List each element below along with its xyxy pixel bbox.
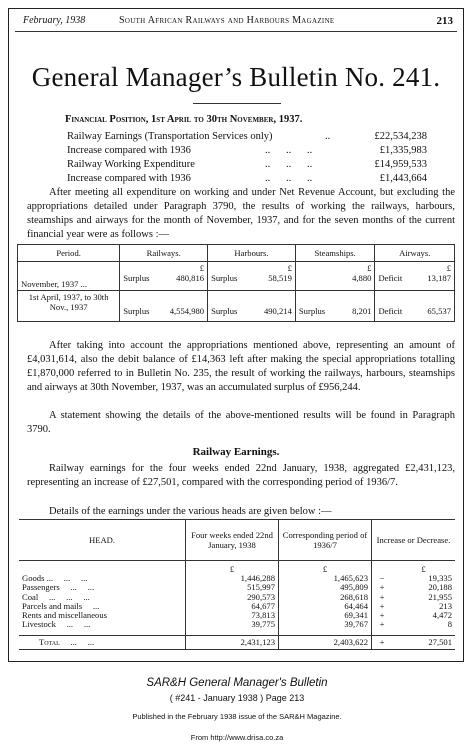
period-cell: 1st April, 1937, to 30th Nov., 1937: [18, 291, 120, 322]
total-row: Total ... ... 2,431,123 2,403,622 + 27,501: [19, 636, 455, 650]
col-steamships: Steamships.: [295, 245, 375, 262]
col-corresponding: Corresponding period of 1936/7: [279, 520, 372, 561]
col-railways: Railways.: [120, 245, 208, 262]
col-four-weeks: Four weeks ended 22nd January, 1938: [186, 520, 279, 561]
page-frame: [8, 8, 464, 662]
col-period: Period.: [18, 245, 120, 262]
caption-published: Published in the February 1938 issue of the SAR&H Magazine.: [132, 712, 342, 721]
header-rule: [15, 31, 457, 32]
financial-row: Increase compared with 1936 .. .. .. £1,335,983: [67, 145, 427, 156]
magazine-name: South African Railways and Harbours Magazine: [119, 15, 335, 26]
table-row: Parcels and mails ... 64,677 64,464 + 213: [22, 600, 452, 611]
financial-summary: [67, 130, 427, 186]
caption-title: SAR&H General Manager's Bulletin: [146, 677, 328, 689]
page-number: 213: [436, 15, 453, 27]
results-table: [17, 244, 455, 322]
table-row: Livestock ... ... 39,775 39,767 + 8: [19, 620, 455, 636]
caption-source-link[interactable]: From http://www.drisa.co.za: [190, 733, 284, 742]
table-row: November, 1937 ... £ Surplus 480,816 £ Surplus 58,519 £ 4,880 £ Deficit 13,187: [18, 262, 455, 291]
section-heading: Railway Earnings.: [192, 446, 280, 458]
caption-subtitle: ( #241 - January 1938 ) Page 213: [169, 693, 305, 703]
paragraph-results-intro: After meeting all expenditure on working and under Net Revenue Account, but excluding the appropriations detailed under Paragraph 3790, the results of working the railways, harbours, steamships and airways for the month of November, 1937, and for the seven months of the current financial year were as follows :—: [27, 187, 455, 240]
table-row: Goods ... ... ... 1,446,288 1,465,623 − 19,335: [22, 573, 452, 584]
title-rule: [193, 103, 281, 104]
paragraph-statement: A statement showing the details of the above-mentioned results will be found in Paragraph 3790.: [27, 410, 455, 435]
running-header: [23, 15, 453, 31]
bulletin-title: General Manager’s Bulletin No. 241.: [31, 62, 441, 92]
financial-row: Railway Working Expenditure .. .. .. £14,959,533: [67, 159, 427, 170]
issue-date: February, 1938: [23, 15, 86, 26]
paragraph-appropriations: After taking into account the appropriations mentioned above, representing an amount of £4,031,614, also the debit balance of £14,363 left after making the special appropriations totalling £1,870,000 referred to in Bulletin No. 235, the result of working the railways, harbours, steamships and airways at 30th November, 1937, was an accumulated surplus of £956,244.: [27, 340, 455, 393]
financial-row: Increase compared with 1936 .. .. .. £1,443,664: [67, 173, 427, 184]
col-increase-decrease: Increase or Decrease.: [372, 520, 456, 561]
earnings-table: [19, 519, 455, 650]
financial-row: Railway Earnings (Transportation Services only) .. £22,534,238: [67, 131, 427, 142]
pound-row: £ £ £: [19, 561, 455, 575]
paragraph-earnings: Railway earnings for the four weeks ended 22nd January, 1938, aggregated £2,431,123, representing an increase of £27,501, compared with the corresponding period of 1936/7.: [27, 463, 455, 488]
table-row: Coal ... ... ... 290,573 268,618 + 21,955: [22, 591, 452, 602]
paragraph-details: Details of the earnings under the various heads are given below :—: [49, 506, 332, 517]
table-row: Rents and miscellaneous 73,813 69,341 + 4,472: [22, 610, 452, 621]
col-head: HEAD.: [19, 520, 186, 561]
col-harbours: Harbours.: [208, 245, 296, 262]
period-cell: November, 1937 ...: [18, 262, 120, 291]
financial-heading: Financial Position, 1st April to 30th November, 1937.: [65, 114, 303, 125]
col-airways: Airways.: [375, 245, 455, 262]
table-row: 1st April, 1937, to 30th Nov., 1937 Surplus 4,554,980 Surplus 490,214 Surplus 8,201 Deficit 65,537: [18, 291, 455, 322]
table-row: Passengers ... ... 515,997 495,809 + 20,188: [22, 582, 452, 593]
